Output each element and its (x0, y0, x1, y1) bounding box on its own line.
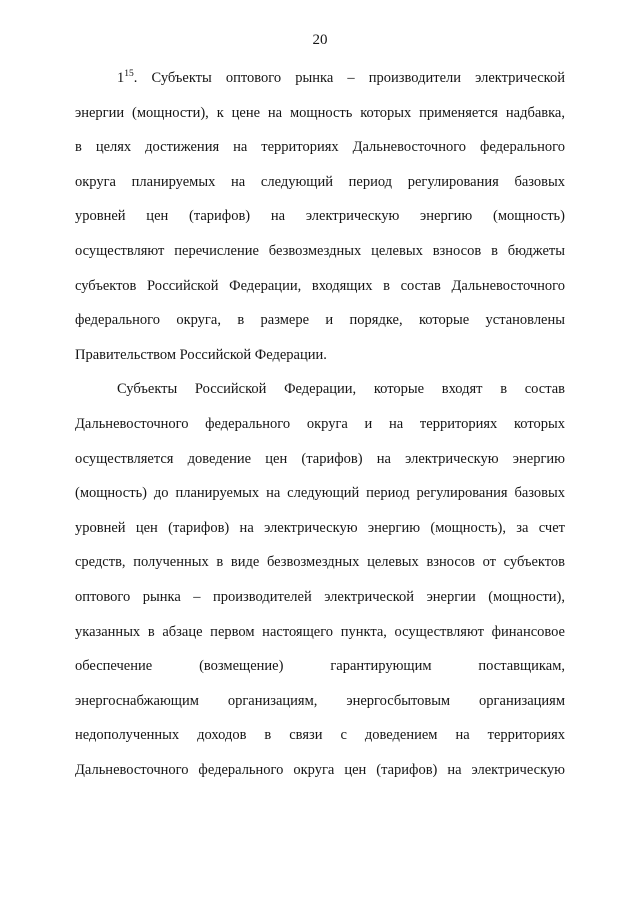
text-line: оптового рынка – производителей электрической энергии (мощности), (75, 588, 565, 605)
text-line: недополученных доходов в связи с доведением на территориях (75, 727, 565, 744)
text-line: округа планируемых на следующий период регулирования базовых (75, 173, 565, 190)
document-body (75, 61, 565, 787)
text-line: Дальневосточного федерального округа цен (тарифов) на электрическую (75, 761, 565, 778)
text-line: указанных в абзаце первом настоящего пункта, осуществляют финансовое (75, 623, 565, 640)
item-superscript: 15 (124, 69, 134, 79)
text-line: осуществляется доведение цен (тарифов) на электрическую энергию (75, 450, 565, 467)
text-line: уровней цен (тарифов) на электрическую энергию (мощность) (75, 208, 565, 225)
text-line: энергоснабжающим организациям, энергосбытовым организациям (75, 692, 565, 709)
text-line: Субъекты Российской Федерации, которые входят в состав (117, 381, 565, 398)
text-line: федерального округа, в размере и порядке, которые установлены (75, 312, 565, 329)
item-number: 1 (117, 70, 125, 86)
text-line: осуществляют перечисление безвозмездных целевых взносов в бюджеты (75, 242, 565, 259)
text-line: уровней цен (тарифов) на электрическую энергию (мощность), за счет (75, 519, 565, 536)
text-line: (мощность) до планируемых на следующий период регулирования базовых (75, 485, 565, 502)
paragraph-2 (75, 372, 565, 787)
text-line: энергии (мощности), к цене на мощность которых применяется надбавка, (75, 104, 565, 121)
text-line: Дальневосточного федерального округа и на территориях которых (75, 415, 565, 432)
paragraph-1 (75, 61, 565, 372)
text-line: средств, полученных в виде безвозмездных целевых взносов от субъектов (75, 554, 565, 571)
text-line: Правительством Российской Федерации. (75, 346, 327, 363)
text-line: субъектов Российской Федерации, входящих в состав Дальневосточного (75, 277, 565, 294)
page-number: 20 (312, 32, 328, 48)
text-line: в целях достижения на территориях Дальневосточного федерального (75, 139, 565, 156)
first-line-text: . Субъекты оптового рынка – производители электрической (133, 70, 565, 86)
text-line: обеспечение (возмещение) гарантирующим поставщикам, (75, 658, 565, 675)
text-line (75, 61, 565, 96)
